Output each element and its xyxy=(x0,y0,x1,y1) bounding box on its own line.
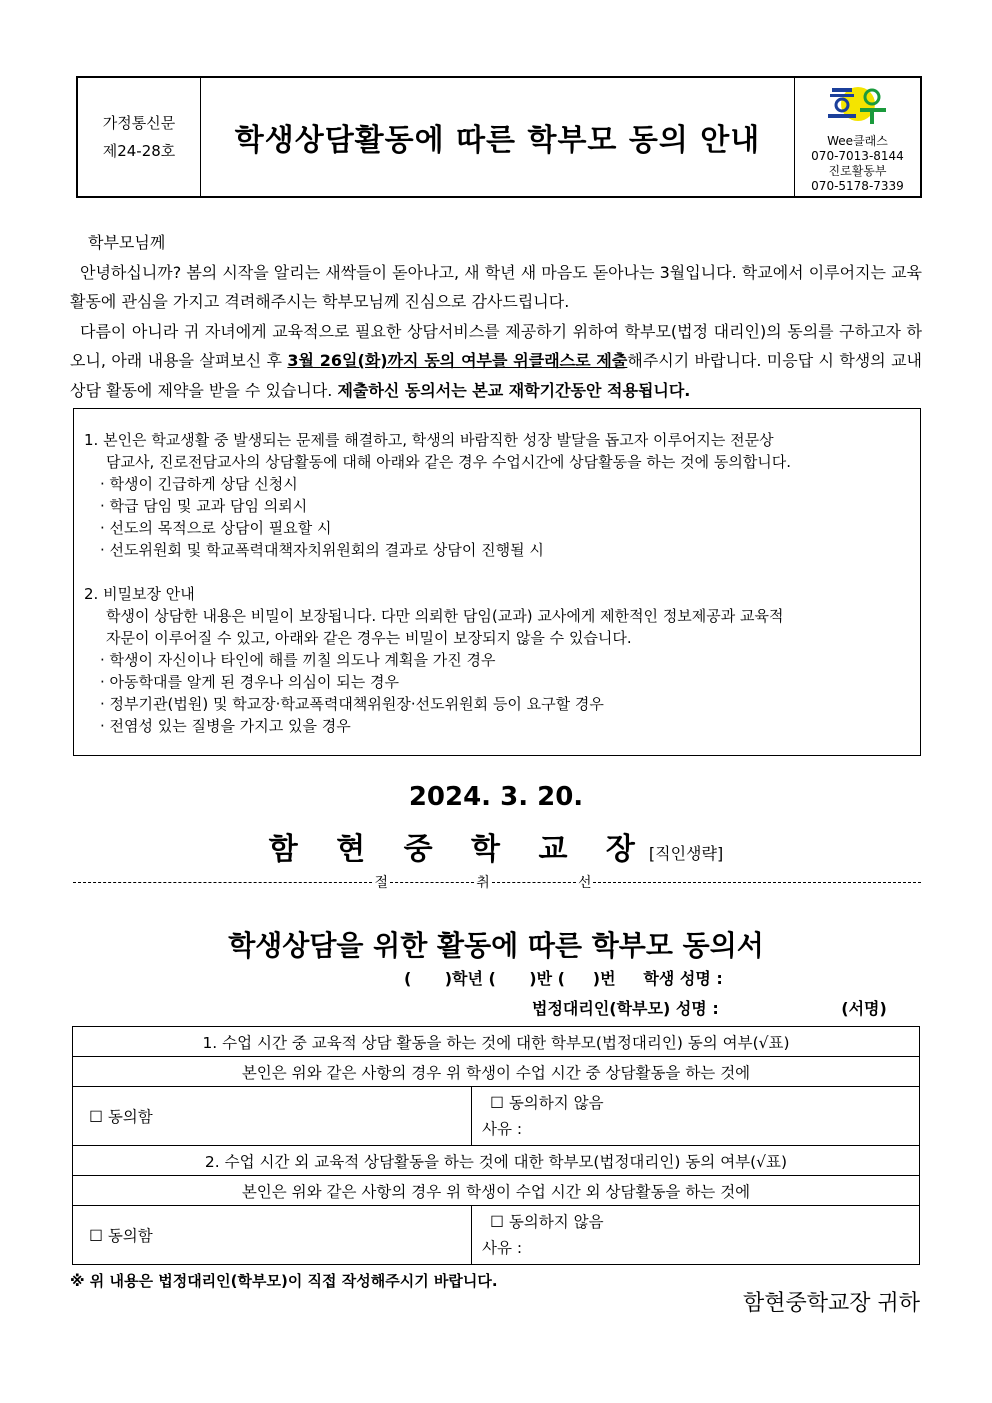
cut-line xyxy=(73,872,921,892)
deadline-notice: 3월 26일(화)까지 동의 여부를 위클래스로 제출 xyxy=(287,351,628,370)
reason-field[interactable]: 사유 : xyxy=(482,1239,523,1257)
contact-block xyxy=(794,78,920,196)
validity-notice: 제출하신 동의서는 본교 재학기간동안 적용됩니다. xyxy=(337,380,691,400)
statement-1: 본인은 위와 같은 사항의 경우 위 학생이 수업 시간 중 상담활동을 하는 것에 xyxy=(73,1057,920,1087)
disagree-checkbox[interactable]: ☐ 동의하지 않음 xyxy=(490,1094,604,1112)
list-item: · 전염성 있는 질병을 가지고 있을 경우 xyxy=(100,717,351,735)
letter-header xyxy=(76,76,922,198)
reason-field[interactable]: 사유 : xyxy=(482,1120,523,1138)
list-item: · 학생이 자신이나 타인에 해를 끼칠 의도나 계획을 가진 경우 xyxy=(100,651,496,669)
list-item: · 정부기관(법원) 및 학교장·학교폭력대책위원장·선도위원회 등이 요구할 경우 xyxy=(100,695,604,713)
statement-2: 본인은 위와 같은 사항의 경우 위 학생이 수업 시간 외 상담활동을 하는 것에 xyxy=(73,1176,920,1206)
agree-checkbox[interactable]: ☐ 동의함 xyxy=(89,1108,153,1126)
principal-signature xyxy=(0,824,992,868)
contact-line: 070-7013-8144 xyxy=(811,149,904,163)
page-title: 학생상담활동에 따른 학부모 동의 안내 xyxy=(234,123,761,158)
question-2: 2. 수업 시간 외 교육적 상담활동을 하는 것에 대한 학부모(법정대리인) 동의 여부(√표) xyxy=(73,1146,920,1176)
cut-label: 선 xyxy=(577,875,592,891)
list-item: · 선도위원회 및 학교폭력대책자치위원회의 결과로 상담이 진행될 시 xyxy=(100,541,544,559)
agree-option-1[interactable] xyxy=(73,1087,472,1146)
issue-date: 2024. 3. 20. xyxy=(408,782,584,812)
agree-checkbox[interactable]: ☐ 동의함 xyxy=(89,1227,153,1245)
seal-note: [직인생략] xyxy=(648,844,724,863)
disagree-checkbox[interactable]: ☐ 동의하지 않음 xyxy=(490,1213,604,1231)
intro-text xyxy=(70,228,922,405)
recipient: 함현중학교장 귀하 xyxy=(742,1291,920,1316)
principal-name: 함 현 중 학 교 장 xyxy=(268,832,649,867)
contact-line: 진로활동부 xyxy=(828,164,887,178)
footnote: ※ 위 내용은 법정대리인(학부모)이 직접 작성해주시기 바랍니다. xyxy=(70,1272,498,1290)
disagree-option-2[interactable] xyxy=(472,1206,920,1265)
doc-number: 제24-28호 xyxy=(102,142,176,160)
section-2-title: 2. 비밀보장 안내 xyxy=(84,585,195,603)
cut-label: 취 xyxy=(476,875,490,891)
section-1-continuation: 담교사, 진로전담교사의 상담활동에 대해 아래와 같은 경우 수업시간에 상담활동을 하는 것에 동의합니다. xyxy=(106,453,792,471)
contact-line: Wee클래스 xyxy=(827,134,888,148)
doc-type: 가정통신문 xyxy=(102,114,176,132)
section-1-title: 1. 본인은 학교생활 중 발생되는 문제를 해결하고, 학생의 바람직한 성장 발달을 돕고자 이루어지는 전문상 xyxy=(84,431,774,449)
consent-table xyxy=(72,1026,920,1265)
intro-p2-b: 해주시기 바랍니다. 미응답 시 학생의 교내 상담 활동에 제약을 받을 수 있습니다. xyxy=(70,351,922,400)
section-2-paragraph: 학생이 상담한 내용은 비밀이 보장됩니다. 다만 의뢰한 담임(교과) 교사에게 제한적인 정보제공과 교육적 xyxy=(106,607,784,625)
guardian-signature-line[interactable]: 법정대리인(학부모) 성명 : (서명) xyxy=(532,999,887,1018)
list-item: · 선도의 목적으로 상담이 필요할 시 xyxy=(100,519,332,537)
doc-info xyxy=(78,78,201,196)
salutation: 학부모님께 xyxy=(88,233,166,252)
list-item: · 아동학대를 알게 된 경우나 의심이 되는 경우 xyxy=(100,673,399,691)
agree-option-2[interactable] xyxy=(73,1206,472,1265)
intro-paragraph-1: 안녕하십니까? 봄의 시작을 알리는 새싹들이 돋아나고, 새 학년 새 마음도 돋아나는 3월입니다. 학교에서 이루어지는 교육활동에 관심을 가지고 격려해주시는 학부모님께 진심으로 감사드립니다. xyxy=(70,262,922,311)
cut-label: 절 xyxy=(374,875,388,891)
form-title: 학생상담을 위한 활동에 따른 학부모 동의서 xyxy=(228,929,764,962)
section-2-paragraph: 자문이 이루어질 수 있고, 아래와 같은 경우는 비밀이 보장되지 않을 수 있습니다. xyxy=(106,629,632,647)
student-info-line[interactable]: ( )학년 ( )반 ( )번 학생 성명 : xyxy=(404,969,723,988)
contact-line: 070-5178-7339 xyxy=(811,179,904,193)
details-box xyxy=(73,408,921,756)
list-item: · 학급 담임 및 교과 담임 의뢰시 xyxy=(100,497,308,515)
school-logo-icon xyxy=(826,84,890,130)
intro-p2-a: 다름이 아니라 귀 자녀에게 교육적으로 필요한 상담서비스를 제공하기 위하여 학부모(법정 대리인)의 동의를 구하고자 하오니, 아래 내용을 살펴보신 후 xyxy=(70,321,922,370)
disagree-option-1[interactable] xyxy=(472,1087,920,1146)
question-1: 1. 수업 시간 중 교육적 상담 활동을 하는 것에 대한 학부모(법정대리인) 동의 여부(√표) xyxy=(73,1027,920,1057)
intro-paragraph-2 xyxy=(70,317,922,406)
list-item: · 학생이 긴급하게 상담 신청시 xyxy=(100,475,298,493)
